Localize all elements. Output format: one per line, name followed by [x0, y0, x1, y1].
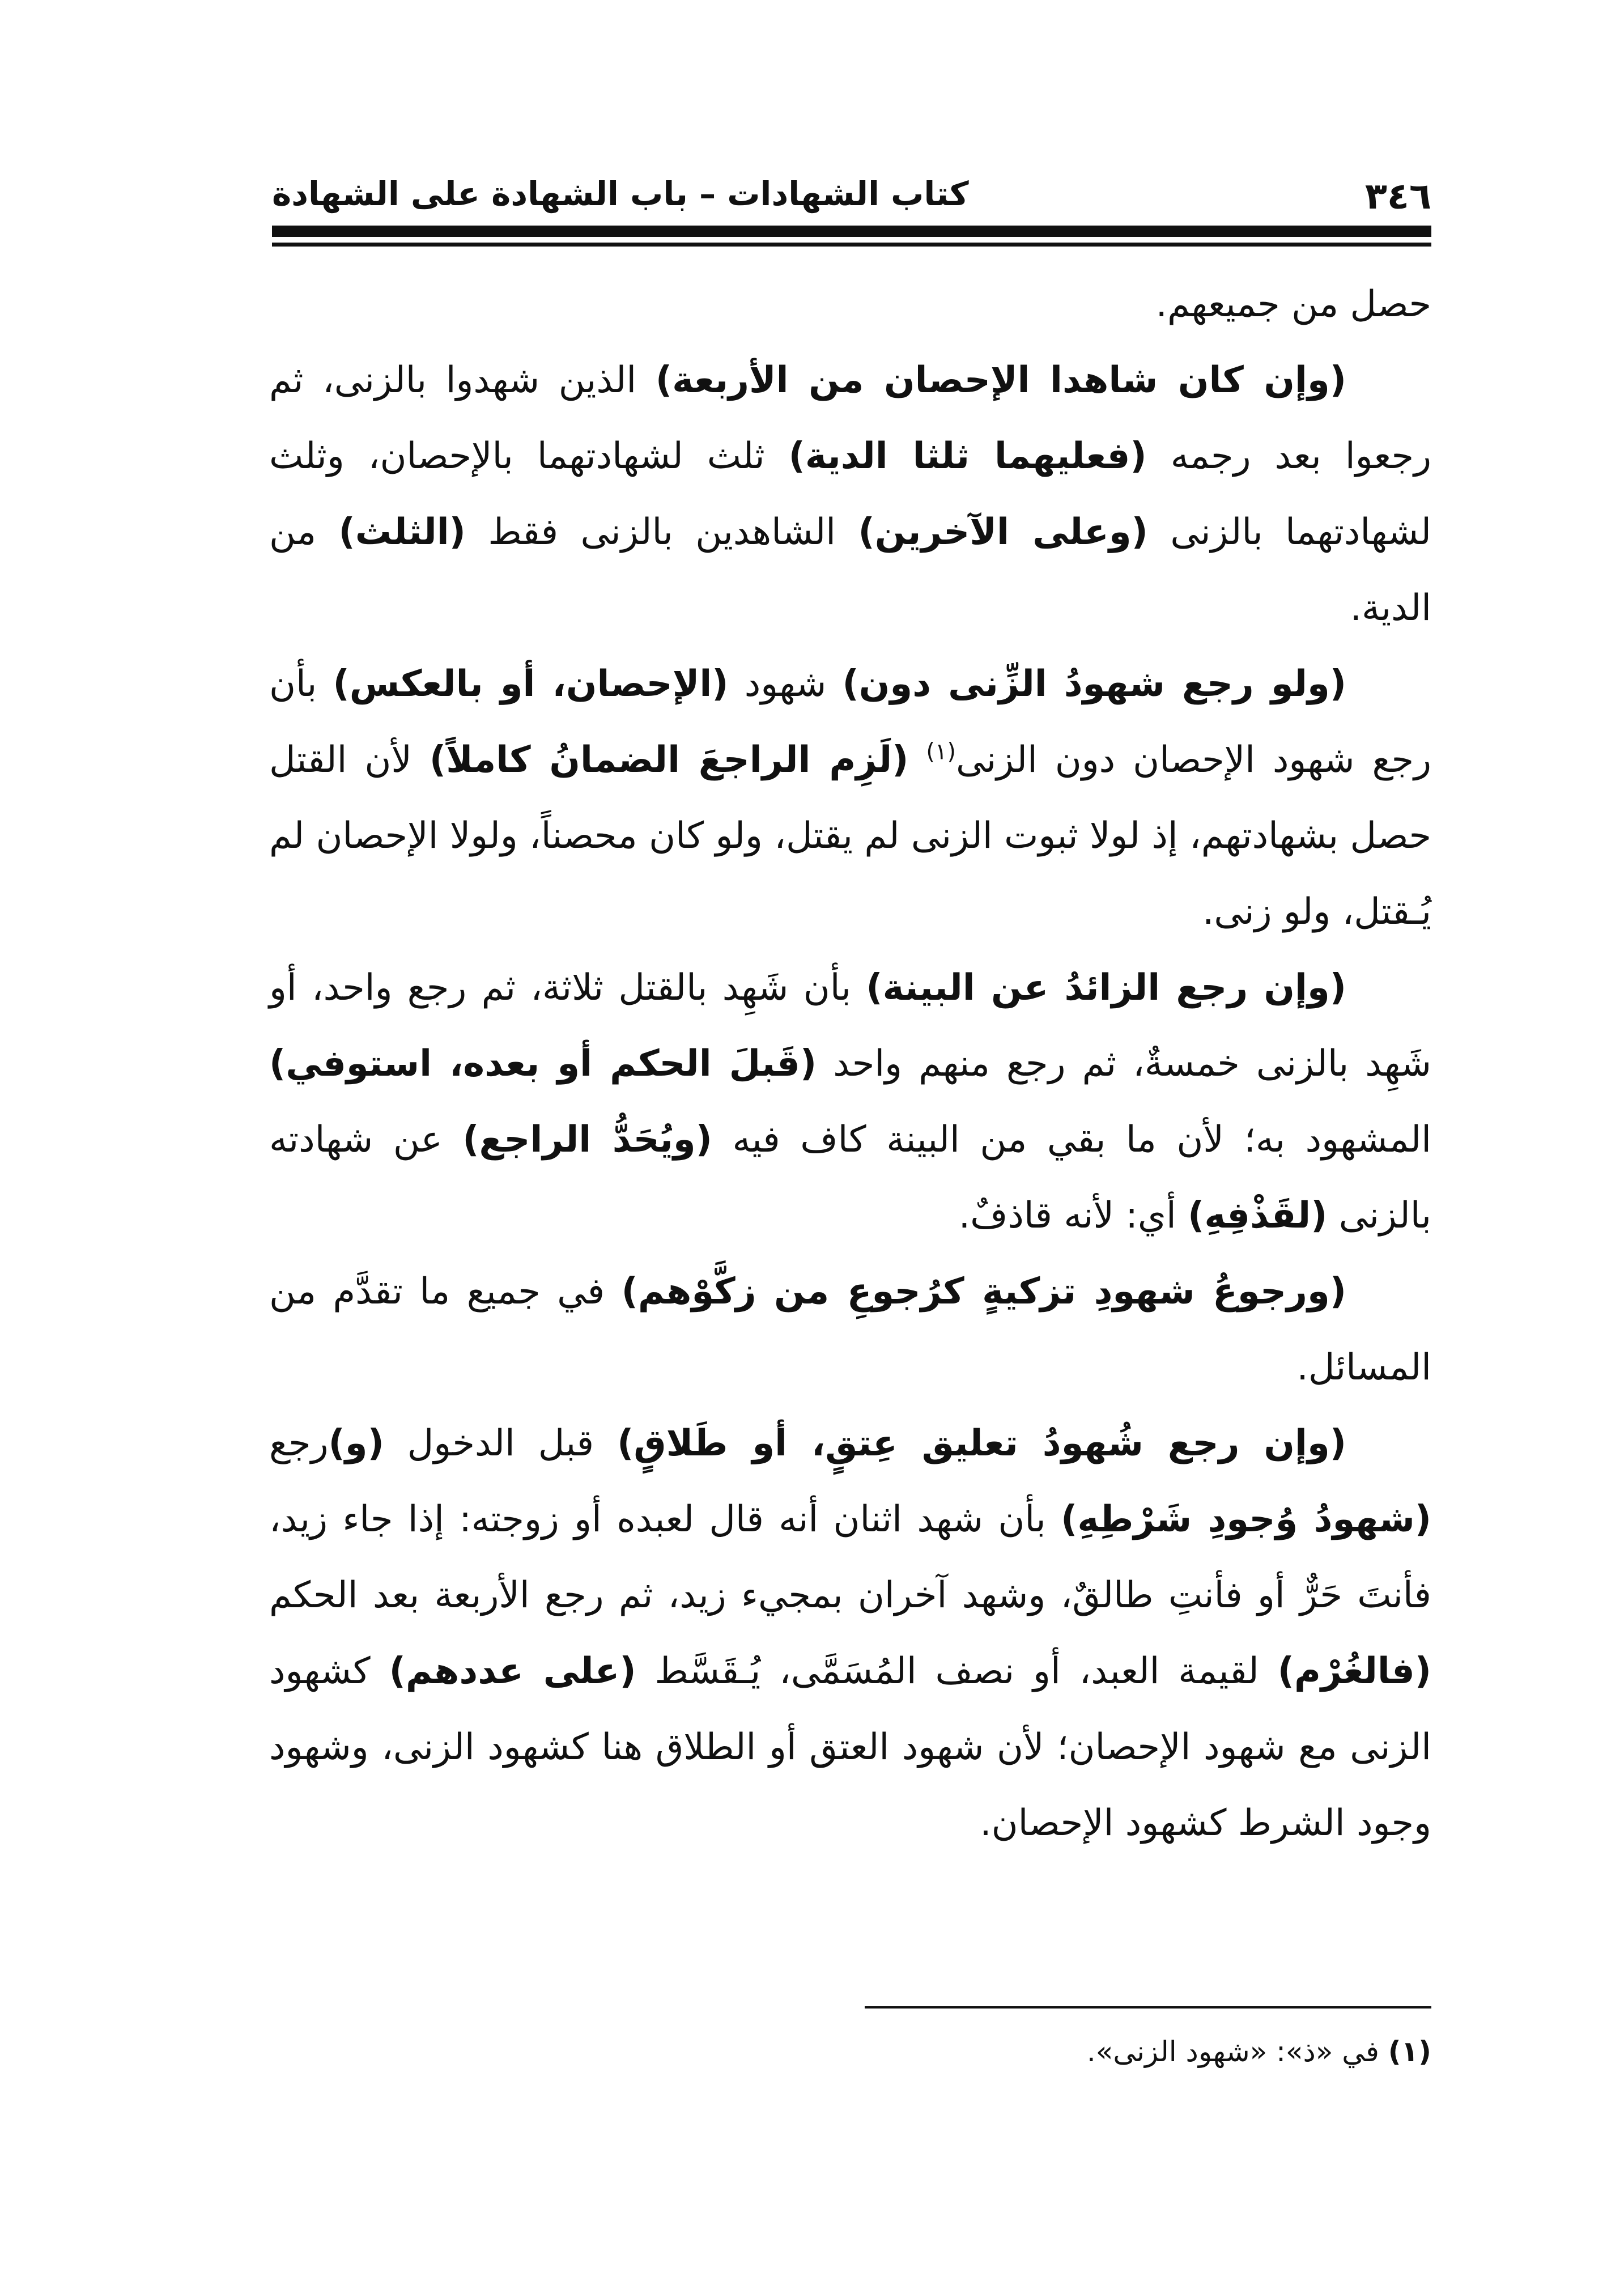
matn-text: (الإحصان، أو بالعكس): [333, 663, 729, 705]
paragraph: [269, 646, 1431, 950]
sharh-text: لأن القتل حصل بشهادتهم، إذ لولا ثبوت الزنى لم يقتل، ولو كان محصناً، ولولا الإحصان لم يُـقتل، ولو زنى.: [269, 739, 1431, 933]
sharh-text: حصل من جميعهم.: [1155, 283, 1431, 325]
sharh-text: المشهود به؛ لأن ما بقي من البينة كاف فيه: [712, 1119, 1432, 1161]
sharh-text: كشهود الزنى مع شهود الإحصان؛ لأن شهود العتق أو الطلاق هنا كشهود الزنى، وشهود وجود الشرط كشهود الإحصان.: [269, 1650, 1431, 1844]
matn-text: (فالغُرْم): [1277, 1650, 1432, 1692]
matn-text: (ولو رجع شهودُ الزِّنى دون): [842, 663, 1346, 705]
footnote-number: (١): [1388, 2035, 1431, 2068]
matn-text: (الثلث): [338, 511, 466, 553]
sharh-text: شهود: [728, 663, 843, 705]
paragraph: [269, 266, 1431, 342]
sharh-text: لقيمة العبد، أو نصف المُسَمَّى، يُـقَسَّط: [636, 1650, 1278, 1692]
running-header: [272, 153, 1431, 221]
paragraph: [269, 950, 1431, 1254]
page-number: ٣٤٦: [1364, 176, 1431, 218]
sharh-text: [908, 739, 926, 781]
header-rule-thick: [272, 226, 1431, 237]
sharh-text: في جميع ما تقدَّم من المسائل.: [269, 1271, 1431, 1388]
footnote-marker: (١): [926, 738, 956, 765]
matn-text: (و): [328, 1422, 384, 1464]
matn-text: (قَبلَ الحكم أو بعده، استوفي): [269, 1043, 817, 1085]
matn-text: (وإن كان شاهدا الإحصان من الأربعة): [655, 359, 1347, 401]
footnote-text: في «ذ»: «شهود الزنى».: [1086, 2035, 1379, 2068]
matn-text: (لقَذْفِهِ): [1188, 1195, 1328, 1237]
footnotes: [269, 2029, 1431, 2074]
matn-text: (وإن رجع الزائدُ عن البينة): [866, 967, 1347, 1009]
sharh-text: أي: لأنه قاذفٌ.: [958, 1195, 1188, 1237]
matn-text: (ويُحَدُّ الراجع): [462, 1119, 712, 1161]
sharh-text: الذين شهدوا بالزنى، ثم رجعوا بعد رجمه: [269, 359, 1431, 477]
sharh-text: بأن رجع شهود الإحصان دون الزنى: [269, 663, 1432, 781]
sharh-text: ثلث لشهادتهما بالإحصان، وثلث لشهادتهما بالزنى: [269, 435, 1431, 553]
body-text: [269, 266, 1431, 1861]
sharh-text: رجع: [269, 1422, 329, 1464]
sharh-text: عن شهادته بالزنى: [269, 1119, 1431, 1237]
matn-text: (لَزِم الراجعَ الضمانُ كاملاً): [429, 739, 909, 781]
sharh-text: من الدية.: [269, 511, 1431, 629]
matn-text: (ورجوعُ شهودِ تزكيةٍ كرُجوعِ من زكَّوْهم): [621, 1271, 1347, 1313]
matn-text: (على عددهم): [389, 1650, 636, 1692]
footnote-separator: [865, 2006, 1431, 2009]
paragraph: [269, 342, 1431, 646]
running-title: كتاب الشهادات – باب الشهادة على الشهادة: [272, 175, 969, 213]
sharh-text: الشاهدين بالزنى فقط: [465, 511, 858, 553]
paragraph: [269, 1405, 1431, 1861]
sharh-text: قبل الدخول: [384, 1422, 618, 1464]
header-rule-thin: [272, 243, 1431, 247]
sharh-text: بأن شَهِد بالقتل ثلاثة، ثم رجع واحد، أو شَهِد بالزنى خمسةٌ، ثم رجع منهم واحد: [269, 967, 1432, 1085]
footnote: [269, 2029, 1431, 2074]
sharh-text: بأن شهد اثنان أنه قال لعبده أو زوجته: إذا جاء زيد، فأنتَ حَرٌّ أو فأنتِ طالقٌ، وشهد آخران بمجيء زيد، ثم رجع الأربعة بعد الحكم: [269, 1498, 1431, 1616]
matn-text: (وعلى الآخرين): [858, 511, 1148, 553]
matn-text: (وإن رجع شُهودُ تعليق عِتقٍ، أو طَلاقٍ): [617, 1422, 1347, 1464]
paragraph: [269, 1254, 1431, 1405]
matn-text: (شهودُ وُجودِ شَرْطِهِ): [1061, 1498, 1432, 1540]
matn-text: (فعليهما ثلثا الدية): [788, 435, 1147, 477]
